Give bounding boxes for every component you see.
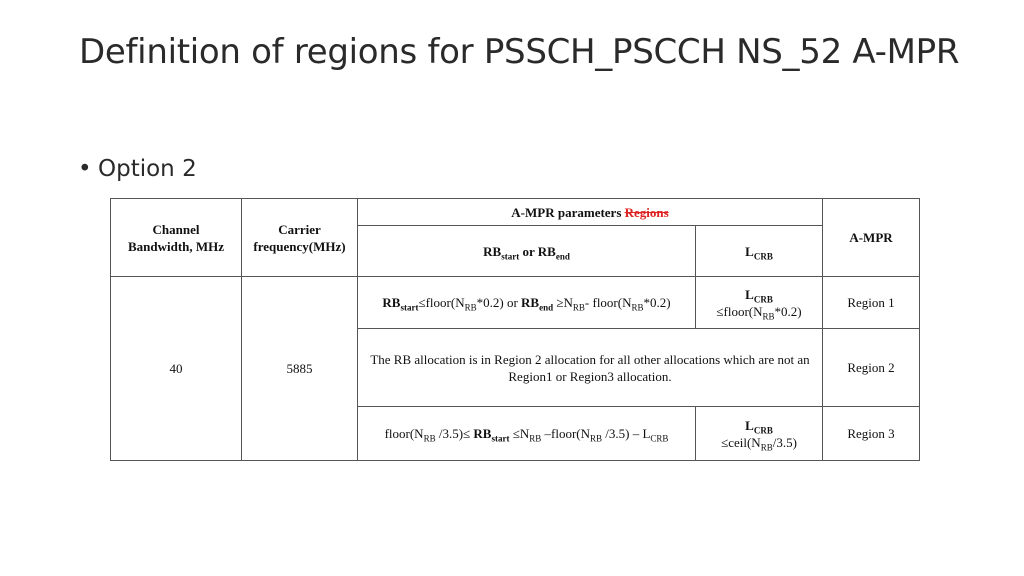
cell-carrier-frequency: 5885 [242, 277, 358, 461]
header-lcrb: $L_{CRB}$ [696, 226, 823, 277]
bullet-text: Option 2 [98, 156, 197, 182]
header-carrier-frequency: Carrier frequency(MHz) [242, 199, 358, 277]
cell-region2-label: Region 2 [823, 329, 920, 407]
slide-title: Definition of regions for PSSCH_PSCCH NS_52 A-MPR [79, 32, 960, 72]
header-ampr-parameters: A-MPR parameters Regions [358, 199, 823, 226]
cell-region2-description: The RB allocation is in Region 2 allocation for all other allocations which are not an Region1 or Region3 allocation. [358, 329, 823, 407]
cell-region1-lcrb: $L_{CRB}$ $\le floor(N_{RB}*0.2)$ [696, 277, 823, 329]
header-rb-start-end: $RB_{start}$ or $RB_{end}$ [358, 226, 696, 277]
header-channel-bandwidth: Channel Bandwidth, MHz [111, 199, 242, 277]
cell-region3-label: Region 3 [823, 407, 920, 461]
table-row-region1 [111, 277, 920, 329]
struck-regions-text: Regions [624, 204, 669, 220]
cell-region1-label: Region 1 [823, 277, 920, 329]
bullet-dot-icon: • [78, 156, 92, 182]
ampr-region-table [110, 198, 920, 461]
cell-channel-bandwidth: 40 [111, 277, 242, 461]
cell-region1-rb-condition: $RB_{start}\le floor(N_{RB}*0.2)$ or $RB_{end} \ge N_{RB}-$ $floor(N_{RB}*0.2)$ [358, 277, 696, 329]
bullet-item [78, 156, 197, 182]
cell-region3-rb-condition: $floor(N_{RB}$ $/3.5)\le RB_{start} \le N_{RB}$ $-floor(N_{RB}$ $/3.5) - L_{CRB}$ [358, 407, 696, 461]
cell-region3-lcrb: $L_{CRB}$ $\le ceil(N_{RB}/3.5)$ [696, 407, 823, 461]
header-ampr: A-MPR [823, 199, 920, 277]
